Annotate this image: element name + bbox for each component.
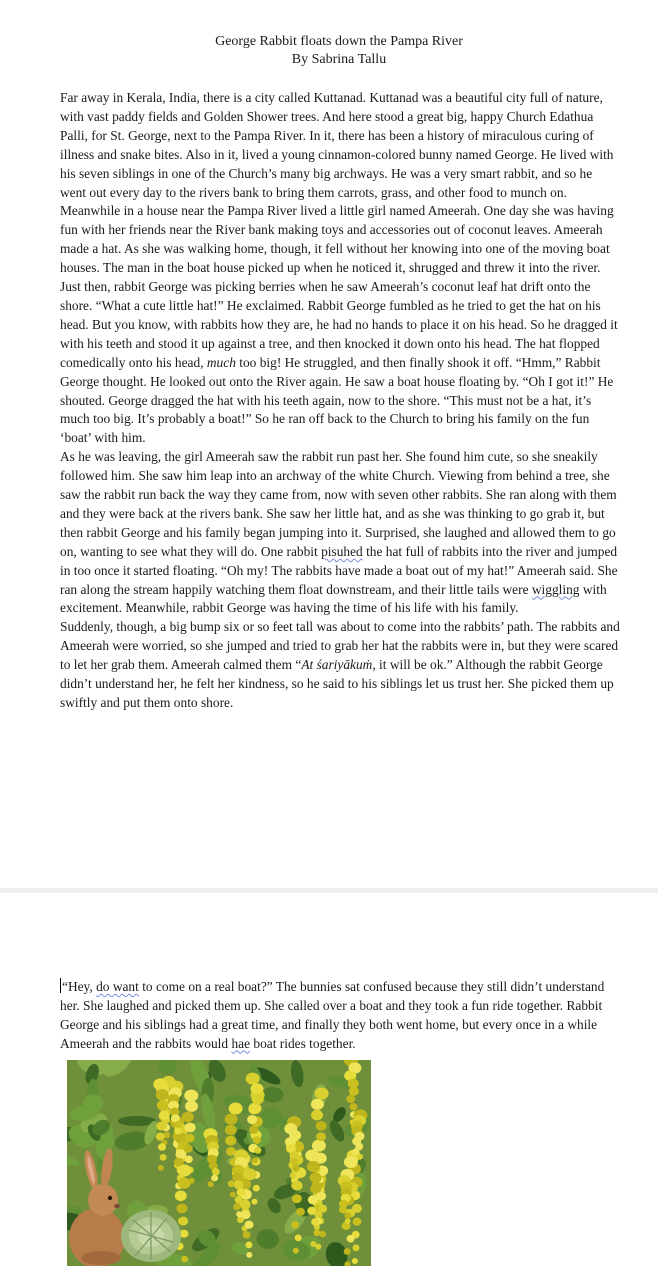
story-body-page-2[interactable]: [60, 978, 620, 1054]
text-cursor: [60, 978, 61, 993]
spellcheck-flagged-word: pisuhed: [321, 543, 363, 559]
spellcheck-flagged-word: wiggling: [531, 581, 580, 597]
story-paragraph[interactable]: Far away in Kerala, India, there is a city called Kuttanad. Kuttanad was a beautiful city full of nature, with vast paddy fields and Golden Shower trees. And here stood a great big, happy Church Edathua Palli, for St. George, next to the Pampa River. In it, there has been a history of miraculous curing of illness and snake bites. Also in it, lived a young cinnamon-colored bunny named George. He lived with his seven siblings in one of the Church’s many big archways. He was a very smart rabbit, and so he went out every day to the rivers bank to bring them carrots, grass, and other food to munch on.: [60, 90, 614, 200]
document-author: By Sabrina Tallu: [291, 52, 387, 67]
italic-text: much: [206, 354, 236, 370]
spellcheck-flagged-word: hae: [231, 1035, 251, 1051]
jackfruit-icon: [121, 1210, 181, 1262]
document-title: George Rabbit floats down the Pampa River: [215, 34, 463, 49]
story-body[interactable]: [60, 89, 620, 713]
italic-text: At śariyākuṁ: [301, 657, 373, 673]
story-paragraph[interactable]: [60, 978, 620, 1054]
spellcheck-flagged-word: do want: [96, 979, 139, 994]
story-paragraph-text: “Hey, do want to come on a real boat?” The bunnies sat confused because they still didn’t understand her. She laughed and picked them up. She called over a boat and they took a fun ride together. Rabbit George and his siblings had a great time, and finally they both went home, but every once in a while Ameerah and the rabbits would hae boat rides together.: [60, 979, 605, 1051]
story-paragraph[interactable]: Suddenly, though, a big bump six or so feet tall was about to come into the rabbits’ path. The rabbits and Ameerah were worried, so she jumped and tried to grab her hat the rabbits were in, but they were scared to let her grab them. Ameerah calmed them “At śariyākuṁ, it will be ok.” Although the rabbit George didn’t understand her, he felt her kindness, so he said to his siblings let us trust her. She picked them up swiftly and put them onto shore.: [60, 619, 620, 710]
golden-shower-tree-with-rabbit-icon: [67, 1060, 371, 1266]
story-paragraph[interactable]: As he was leaving, the girl Ameerah saw the rabbit run past her. She found him cute, so she sneakily followed him. She saw him leap into an archway of the white Church. Viewing from behind a tree, she saw the rabbit run back the way they came from, now with seven other rabbits. She ran along with them and they were back at the rivers bank. She saw her little hat, and as she was thinking to go grab it, but then rabbit George and his family began jumping into it. Surprised, she laughed and allowed them to go on, wanting to see what they will do. One rabbit pisuhed the hat full of rabbits into the river and jumped in too once it started floating. “Oh my! The rabbits have made a boat out of my hat!” Ameerah said. She ran along the stream happily watching them float downstream, and their little tails were wiggling with excitement. Meanwhile, rabbit George was having the time of his life with his family.: [60, 449, 618, 616]
story-paragraph[interactable]: Meanwhile in a house near the Pampa River lived a little girl named Ameerah. One day she was having fun with her friends near the River bank making toys and accessories out of coconut leaves. Ameerah made a hat. As she was walking home, though, it fell without her knowing into one of the moving boat houses. The man in the boat house picked up when he noticed it, shrugged and threw it into the river. Just then, rabbit George was picking berries when he saw Ameerah’s coconut leaf hat drift onto the shore. “What a cute little hat!” He exclaimed. Rabbit George fumbled as he tried to get the hat on his head. But you know, with rabbits how they are, he had no hands to place it on his head. So he dragged it with his teeth and stood it up against a tree, and then knocked it down onto his head. The hat flopped comedically onto his head, much too big! He struggled, and then finally shook it off. “Hmm,” Rabbit George thought. He looked out onto the River again. He saw a boat house floating by. “Oh I got it!” He shouted. George dragged the hat with his teeth again, now to the shore. “This must not be a hat, it’s much too big. It’s probably a boat!” So he ran off back to the Church to bring his family on the fun ‘boat’ with him.: [60, 203, 618, 446]
